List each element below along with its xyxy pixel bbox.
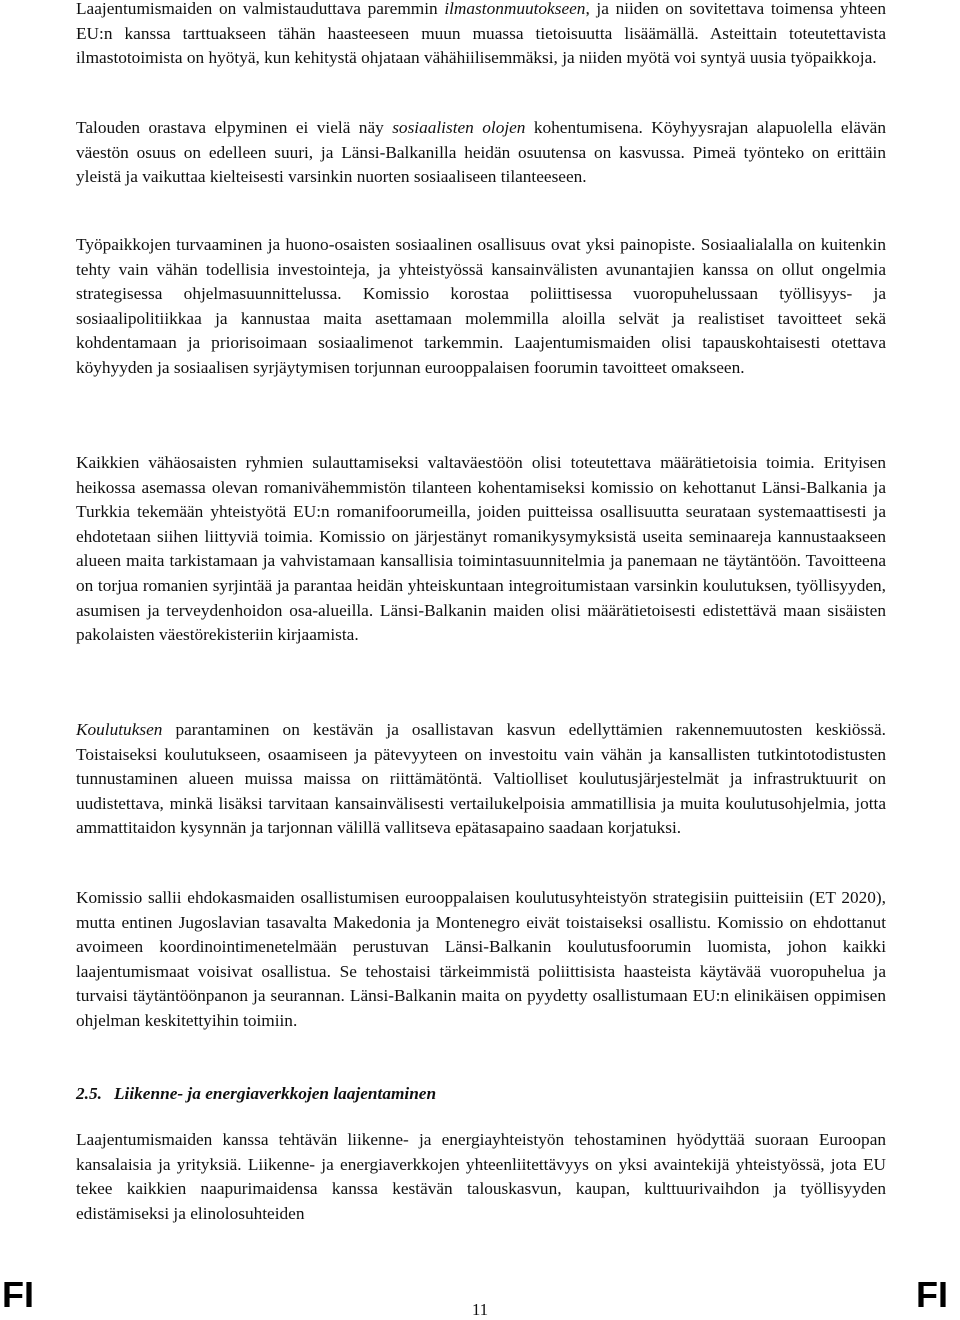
text-run: , ja niiden on sovitettava toimensa yhteen EU:n kanssa tarttuakseen tähän haasteeseen muun muassa tietoisuutta lisäämällä. Asteittain toteutettavista ilmastotoimista on hyötyä, kun kehitystä ohjataan vähähiilisemmäksi, ja niiden myötä voi syntyä uusia työpaikkoja. [76, 0, 886, 68]
language-code-right: FI [916, 1274, 948, 1315]
italic-term: ilmastonmuutokseen [444, 0, 586, 18]
language-code-left: FI [2, 1274, 34, 1315]
italic-term: sosiaalisten olojen [392, 118, 526, 137]
paragraph-education [76, 718, 886, 841]
section-heading [76, 1082, 886, 1107]
italic-term: Koulutuksen [76, 720, 163, 739]
text-run: parantaminen on kestävän ja osallistavan kasvun edellyttämien rakennemuutosten keskiössä. Toistaiseksi koulutukseen, osaamiseen ja pätevyyteen on investoitu vain vähän ja kansallisten tutkintotodistusten tunnustaminen alueen muissa maissa on riittämätöntä. Valtiolliset koulutusjärjestelmät ja infrastruktuurit on uudistettava, minkä lisäksi tarvitaan kansainvälisesti vertailukelpoisia ammatillisia ja muita koulutusohjelmia, jotta ammattitaidon kysynnän ja tarjonnan välillä vallitseva epätasapaino saadaan korjatuksi. [76, 720, 886, 838]
paragraph-transport-energy: Laajentumismaiden kanssa tehtävän liikenne- ja energiayhteistyön tehostaminen hyödyttää suoraan Euroopan kansalaisia ja yrityksiä. Liikenne- ja energiaverkkojen yhteenliitettävyys on yksi avaintekijä yhteistyössä, jota EU tekee kaikkien naapurimaidensa kanssa kestävän talouskasvun, kaupan, kulttuurivaihdon ja työllisyyden edistämiseksi ja elinolosuhteiden [76, 1130, 886, 1223]
paragraph-employment: Työpaikkojen turvaaminen ja huono-osaisten sosiaalinen osallisuus ovat yksi painopiste. Sosiaalialalla on kuitenkin tehty vain vähän todellisia investointeja, ja yhteistyössä kansainvälisten avunantajien kanssa on ollut ongelmia strategisessa ohjelmasuunnittelussa. Komissio korostaa poliittisessa vuoropuhelussaan työllisyys- ja sosiaalipolitiikkaa ja kannustaa maita asettamaan molemmilla aloilla selvät ja realistiset tavoitteet sekä kohdentamaan ja priorisoimaan sosiaalimenot tarkemmin. Laajentumismaiden olisi tapauskohtaisesti otettava köyhyyden ja sosiaalisen syrjäytymisen torjunnan eurooppalaisen foorumin tavoitteet omakseen. [76, 235, 886, 377]
paragraph-climate [76, 0, 886, 71]
text-run: Laajentumismaiden on valmistauduttava paremmin [76, 0, 445, 18]
paragraph-social-conditions [76, 116, 886, 190]
text-run: kohentumisena. Köyhyysrajan alapuolella elävän väestön osuus on edelleen suuri, ja Länsi-Balkanilla heidän osuutensa on kasvussa. Pimeä työnteko on erittäin yleistä ja vaikuttaa kielteisesti varsinkin nuorten sosiaaliseen tilanteeseen. [76, 118, 886, 187]
text-run: Talouden orastava elpyminen ei vielä näy [76, 118, 393, 137]
paragraph-et2020: Komissio sallii ehdokasmaiden osallistumisen eurooppalaisen koulutusyhteistyön strategisiin puitteisiin (ET 2020), mutta entinen Jugoslavian tasavalta Makedonia ja Montenegro eivät toistaiseksi osallistu. Komissio on ehdottanut avoimeen koordinointimenetelmään perustuvan Länsi-Balkanin koulutusfoorumin luomista, johon kaikki laajentumismaat voisivat osallistua. Se tehostaisi tärkeimmistä poliittisista haasteista käytävää vuoropuhelua ja turvaisi täytäntöönpanon ja seurannan. Länsi-Balkanin maita on pyydetty osallistumaan EU:n elinikäisen oppimisen ohjelman keskitettyihin toimiin. [76, 888, 886, 1030]
paragraph-roma: Kaikkien vähäosaisten ryhmien sulauttamiseksi valtaväestöön olisi toteutettava määrätietoisia toimia. Erityisen heikossa asemassa olevan romanivähemmistön tilanteen kohentamiseksi komissio on kehottanut Länsi-Balkania ja Turkkia tekemään yhteistyötä EU:n romanifoorumeilla, joiden puitteissa osallisuutta seurataan systemaattisesti ja ehdotetaan siihen liittyviä toimia. Komissio on järjestänyt romanikysymyksistä useita seminaareja kannustaakseen alueen maita tarkistamaan ja vahvistamaan kansallisia toimintasuunnitelmia ja panemaan ne täytäntöön. Tavoitteena on torjua romanien syrjintää ja parantaa heidän yhteiskuntaan integroitumistaan varsinkin koulutuksen, työllisyyden, asumisen ja terveydenhoidon osa-alueilla. Länsi-Balkanin maiden olisi määrätietoisesti edistettävä maan sisäisten pakolaisten väestörekisteriin kirjaamista. [76, 453, 886, 645]
section-title: Liikenne- ja energiaverkkojen laajentaminen [114, 1084, 437, 1103]
page-number: 11 [471, 1300, 489, 1319]
section-number: 2.5. [76, 1084, 102, 1103]
